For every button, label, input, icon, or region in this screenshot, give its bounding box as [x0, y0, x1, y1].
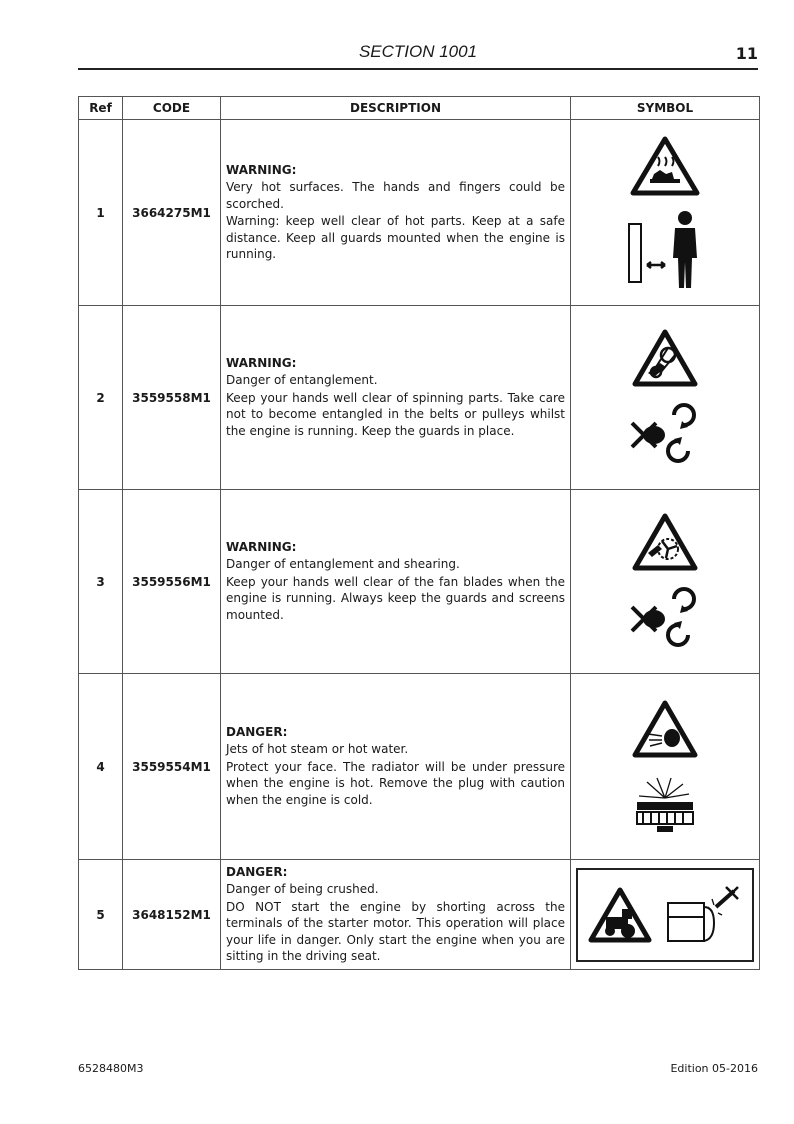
description-heading: WARNING:: [226, 539, 297, 554]
column-header-ref: Ref: [79, 97, 123, 120]
safety-decal-table: [78, 96, 760, 970]
table-row: [79, 674, 760, 860]
description-text: Danger of entanglement.: [226, 373, 378, 388]
description-heading: WARNING:: [226, 355, 297, 370]
crush-warning-icon: [588, 887, 652, 943]
code-cell: 3664275M1: [123, 120, 221, 306]
description-heading: WARNING:: [226, 162, 297, 177]
symbol-cell: [571, 490, 760, 674]
no-hands-rotating-icon: [630, 585, 700, 651]
column-header-code: CODE: [123, 97, 221, 120]
table-header-row: [79, 97, 760, 120]
description-text: Keep your hands well clear of the fan blades when the engine is running. Always keep the guards and screens mounted.: [226, 574, 565, 622]
symbol-cell: [571, 860, 760, 970]
column-header-symbol: SYMBOL: [571, 97, 760, 120]
description-cell: [221, 490, 571, 674]
description-text: DO NOT start the engine by shorting across the terminals of the starter motor. This operation will place your life in danger. Only start the engine when you are sitting in the driving seat.: [226, 899, 565, 963]
code-cell: 3559556M1: [123, 490, 221, 674]
code-cell: 3559558M1: [123, 306, 221, 490]
page-header: [78, 40, 758, 70]
description-text: Danger of being crushed.: [226, 882, 379, 896]
table-row: [79, 120, 760, 306]
description-heading: DANGER:: [226, 724, 288, 739]
ref-cell: 2: [79, 306, 123, 490]
no-short-starter-icon: [664, 883, 742, 947]
page-number: 11: [735, 44, 758, 63]
description-text: Warning: keep well clear of hot parts. Keep at a safe distance. Keep all guards mounted when the engine is running.: [226, 214, 565, 261]
hot-steam-warning-icon: [632, 700, 698, 758]
section-title: SECTION 1001: [358, 42, 478, 61]
pressurized-radiator-icon: [629, 772, 701, 834]
ref-cell: 4: [79, 674, 123, 860]
description-cell: [221, 306, 571, 490]
ref-cell: 3: [79, 490, 123, 674]
description-cell: [221, 120, 571, 306]
description-heading: DANGER:: [226, 864, 288, 879]
fan-shearing-warning-icon: [632, 513, 698, 571]
keep-distance-icon: [625, 210, 705, 290]
description-text: Jets of hot steam or hot water.: [226, 742, 409, 757]
hot-surface-warning-icon: [630, 136, 700, 196]
edition-label: Edition 05-2016: [670, 1062, 758, 1075]
no-hands-rotating-icon: [630, 401, 700, 467]
description-text: Danger of entanglement and shearing.: [226, 557, 460, 572]
entanglement-warning-icon: [632, 329, 698, 387]
ref-cell: 1: [79, 120, 123, 306]
table-row: [79, 306, 760, 490]
symbol-cell: [571, 120, 760, 306]
table-row: [79, 490, 760, 674]
description-text: Very hot surfaces. The hands and fingers could be scorched.: [226, 180, 565, 211]
document-code: 6528480M3: [78, 1062, 144, 1075]
column-header-description: DESCRIPTION: [221, 97, 571, 120]
description-text: Keep your hands well clear of spinning parts. Take care not to become entangled in the belts or pulleys whilst the engine is running. Keep the guards in place.: [226, 390, 565, 438]
code-cell: 3559554M1: [123, 674, 221, 860]
code-cell: 3648152M1: [123, 860, 221, 970]
description-text: Protect your face. The radiator will be under pressure when the engine is hot. Remove the plug with caution when the engine is cold.: [226, 759, 565, 807]
description-cell: [221, 860, 571, 970]
table-row: [79, 860, 760, 970]
symbol-cell: [571, 674, 760, 860]
symbol-cell: [571, 306, 760, 490]
description-cell: [221, 674, 571, 860]
ref-cell: 5: [79, 860, 123, 970]
decal-frame: [576, 868, 754, 962]
